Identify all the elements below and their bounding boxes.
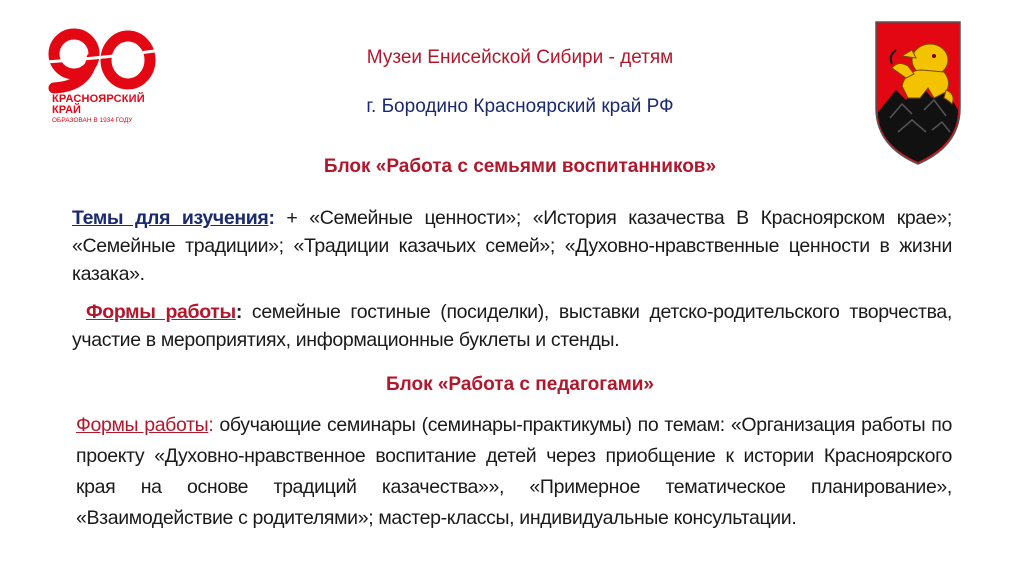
family-forms-paragraph — [72, 298, 952, 354]
topics-text: + «Семейные ценности»; «История казачества В Красноярском крае»; «Семейные традиции»; «Традиции казачьих семей»; «Духовно-нравственные ценности в жизни казака». — [72, 207, 952, 285]
topics-colon: : — [268, 207, 275, 229]
block-families-title: Блок «Работа с семьями воспитанников» — [323, 156, 717, 177]
family-forms-text: семейные гостиные (посиделки), выставки детско-родительского творчества, участие в мероприятиях, информационные буклеты и стенды. — [72, 301, 952, 351]
topics-paragraph — [72, 204, 952, 288]
anniversary-logo — [44, 28, 164, 128]
teacher-forms-paragraph — [76, 410, 952, 534]
logo-text-founded: ОБРАЗОВАН В 1934 ГОДУ — [52, 117, 133, 124]
logo-text-kray: КРАЙ — [52, 104, 81, 116]
family-forms-label: Формы работы — [86, 301, 236, 323]
family-forms-colon: : — [235, 301, 242, 323]
block-teachers-title: Блок «Работа с педагогами» — [385, 374, 654, 395]
page-subtitle: г. Бородино Красноярский край РФ — [366, 96, 674, 117]
topics-label: Темы для изучения — [72, 207, 269, 229]
ninety-icon — [44, 28, 164, 94]
teacher-forms-text: обучающие семинары (семинары-практикумы) по темам: «Организация работы по проекту «Духовно-нравственное воспитание детей через приобщение к истории Красноярского края на основе традиций казачества»», «Примерное тематическое планирование», «Взаимодействие с родителями»; мастер-классы, индивидуальные консультации. — [76, 414, 952, 529]
logo-text-region: КРАСНОЯРСКИЙ — [52, 93, 145, 105]
lion-coat-of-arms-icon — [872, 20, 964, 166]
teacher-forms-colon: : — [208, 414, 214, 436]
page-title: Музеи Енисейской Сибири - детям — [366, 47, 674, 68]
teacher-forms-label: Формы работы — [76, 414, 209, 436]
